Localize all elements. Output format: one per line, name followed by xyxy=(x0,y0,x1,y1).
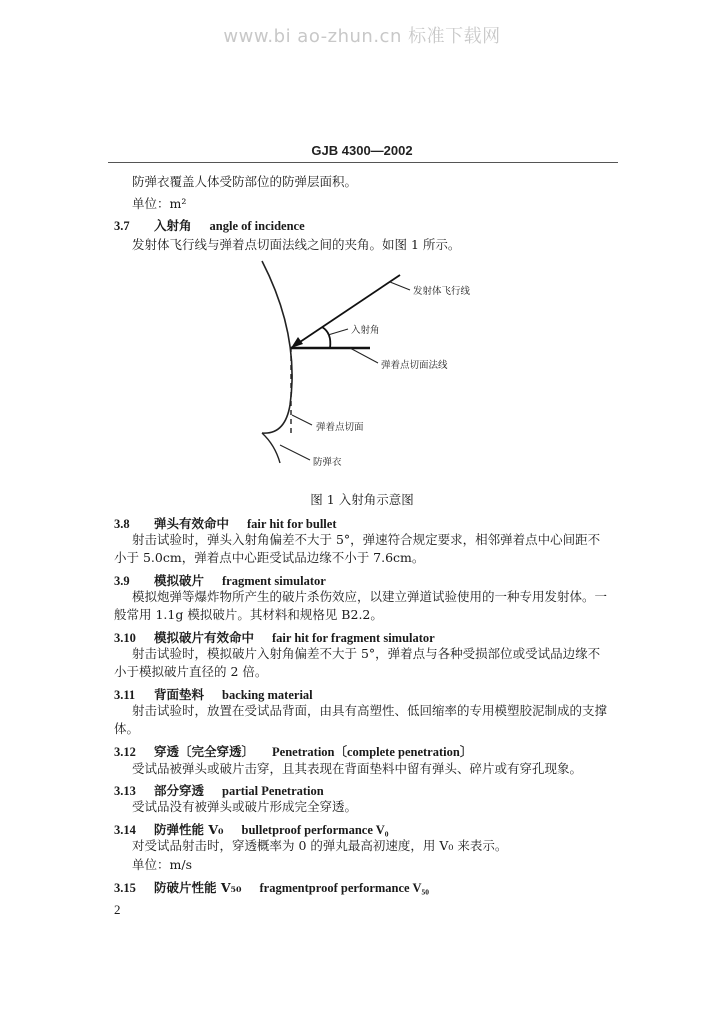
section-3-10-line-2: 小于模拟破片直径的 2 倍。 xyxy=(114,664,268,679)
section-3-10-heading xyxy=(114,628,435,646)
section-title-zh: 模拟破片有效命中 xyxy=(154,630,255,645)
section-title-en: fair hit for fragment simulator xyxy=(272,631,435,645)
angle-arc xyxy=(322,327,330,348)
section-3-8-heading xyxy=(114,514,336,532)
flight-line xyxy=(291,275,400,348)
section-title-zh: 模拟破片 xyxy=(154,573,205,588)
vest-curve-end xyxy=(262,433,280,463)
leader-normal xyxy=(350,348,378,363)
section-title-zh: 弹头有效命中 xyxy=(154,516,230,531)
section-3-14-heading xyxy=(114,820,389,838)
section-number: 3.7 xyxy=(114,219,130,233)
section-3-14-unit: 单位：m/s xyxy=(132,857,192,872)
leader-flight xyxy=(390,282,410,290)
header-rule xyxy=(108,162,618,163)
leader-tangent xyxy=(292,415,312,425)
section-title-en: fair hit for bullet xyxy=(247,517,337,531)
section-3-9-line-2: 般常用 1.1g 模拟破片。其材料和规格见 B2.2。 xyxy=(114,607,383,622)
arrowhead-icon xyxy=(291,337,303,348)
section-3-11-heading xyxy=(114,685,313,703)
section-title-en: angle of incidence xyxy=(209,219,305,233)
section-3-12-heading xyxy=(114,742,472,760)
intro-unit: 单位：m² xyxy=(132,196,187,211)
section-title-en: fragmentproof performance V₅₀ xyxy=(259,881,430,895)
section-3-13-heading xyxy=(114,781,324,799)
section-title-en: fragment simulator xyxy=(222,574,326,588)
section-title-en: partial Penetration xyxy=(222,784,324,798)
section-3-9-line-1: 模拟炮弹等爆炸物所产生的破片杀伤效应，以建立弹道试验使用的一种专用发射体。一 xyxy=(132,589,608,604)
section-title-en: bulletproof performance V₀ xyxy=(241,823,389,837)
section-number: 3.8 xyxy=(114,517,130,531)
section-number: 3.12 xyxy=(114,745,136,759)
section-3-15-heading xyxy=(114,878,429,896)
section-number: 3.9 xyxy=(114,574,130,588)
section-number: 3.13 xyxy=(114,784,136,798)
section-title-zh: 穿透〔完全穿透〕 xyxy=(154,744,255,759)
section-3-14-line-1: 对受试品射击时，穿透概率为 0 的弹丸最高初速度，用 V₀ 来表示。 xyxy=(132,838,508,853)
section-3-8-line-2: 小于 5.0cm，弹着点中心距受试品边缘不小于 7.6cm。 xyxy=(114,550,425,565)
section-3-7-heading xyxy=(114,216,305,234)
section-3-9-heading xyxy=(114,571,326,589)
section-title-zh: 入射角 xyxy=(154,218,192,233)
section-number: 3.10 xyxy=(114,631,136,645)
vest-curve xyxy=(262,261,292,433)
leader-angle xyxy=(328,329,348,335)
label-vest: 防弹衣 xyxy=(313,457,342,468)
section-title-zh: 背面垫料 xyxy=(154,687,205,702)
section-3-13-line-1: 受试品没有被弹头或破片形成完全穿透。 xyxy=(132,799,358,814)
section-number: 3.15 xyxy=(114,881,136,895)
label-incidence-angle: 入射角 xyxy=(351,325,380,336)
figure-caption: 图 1 入射角示意图 xyxy=(310,492,414,507)
label-normal: 弹着点切面法线 xyxy=(381,360,448,371)
section-title-en: Penetration〔complete penetration〕 xyxy=(272,745,473,759)
section-number: 3.11 xyxy=(114,688,136,702)
section-title-zh: 部分穿透 xyxy=(154,783,205,798)
watermark-text: www.bi ao-zhun.cn 标准下载网 xyxy=(223,26,501,47)
section-title-zh: 防弹性能 V₀ xyxy=(154,822,224,837)
label-flight-line: 发射体飞行线 xyxy=(413,286,471,297)
page-number: 2 xyxy=(114,902,121,917)
section-3-11-line-2: 体。 xyxy=(114,721,140,736)
section-3-8-line-1: 射击试验时，弹头入射角偏差不大于 5°，弹速符合规定要求，相邻弹着点中心间距不 xyxy=(132,532,601,547)
section-3-12-line-1: 受试品被弹头或破片击穿，且其表现在背面垫料中留有弹头、碎片或有穿孔现象。 xyxy=(132,761,583,776)
section-title-zh: 防破片性能 V₅₀ xyxy=(154,880,242,895)
section-3-7-text: 发射体飞行线与弹着点切面法线之间的夹角。如图 1 所示。 xyxy=(132,237,461,252)
document-number: GJB 4300—2002 xyxy=(311,143,413,158)
section-3-10-line-1: 射击试验时，模拟破片入射角偏差不大于 5°，弹着点与各种受损部位或受试品边缘不 xyxy=(132,646,601,661)
intro-line: 防弹衣覆盖人体受防部位的防弹层面积。 xyxy=(132,174,358,189)
figure-incidence-angle xyxy=(240,255,500,480)
section-3-11-line-1: 射击试验时，放置在受试品背面，由具有高塑性、低回缩率的专用模塑胶泥制成的支撑 xyxy=(132,703,608,718)
leader-vest xyxy=(280,445,310,460)
label-tangent: 弹着点切面 xyxy=(316,422,364,433)
section-title-en: backing material xyxy=(222,688,313,702)
section-number: 3.14 xyxy=(114,823,136,837)
